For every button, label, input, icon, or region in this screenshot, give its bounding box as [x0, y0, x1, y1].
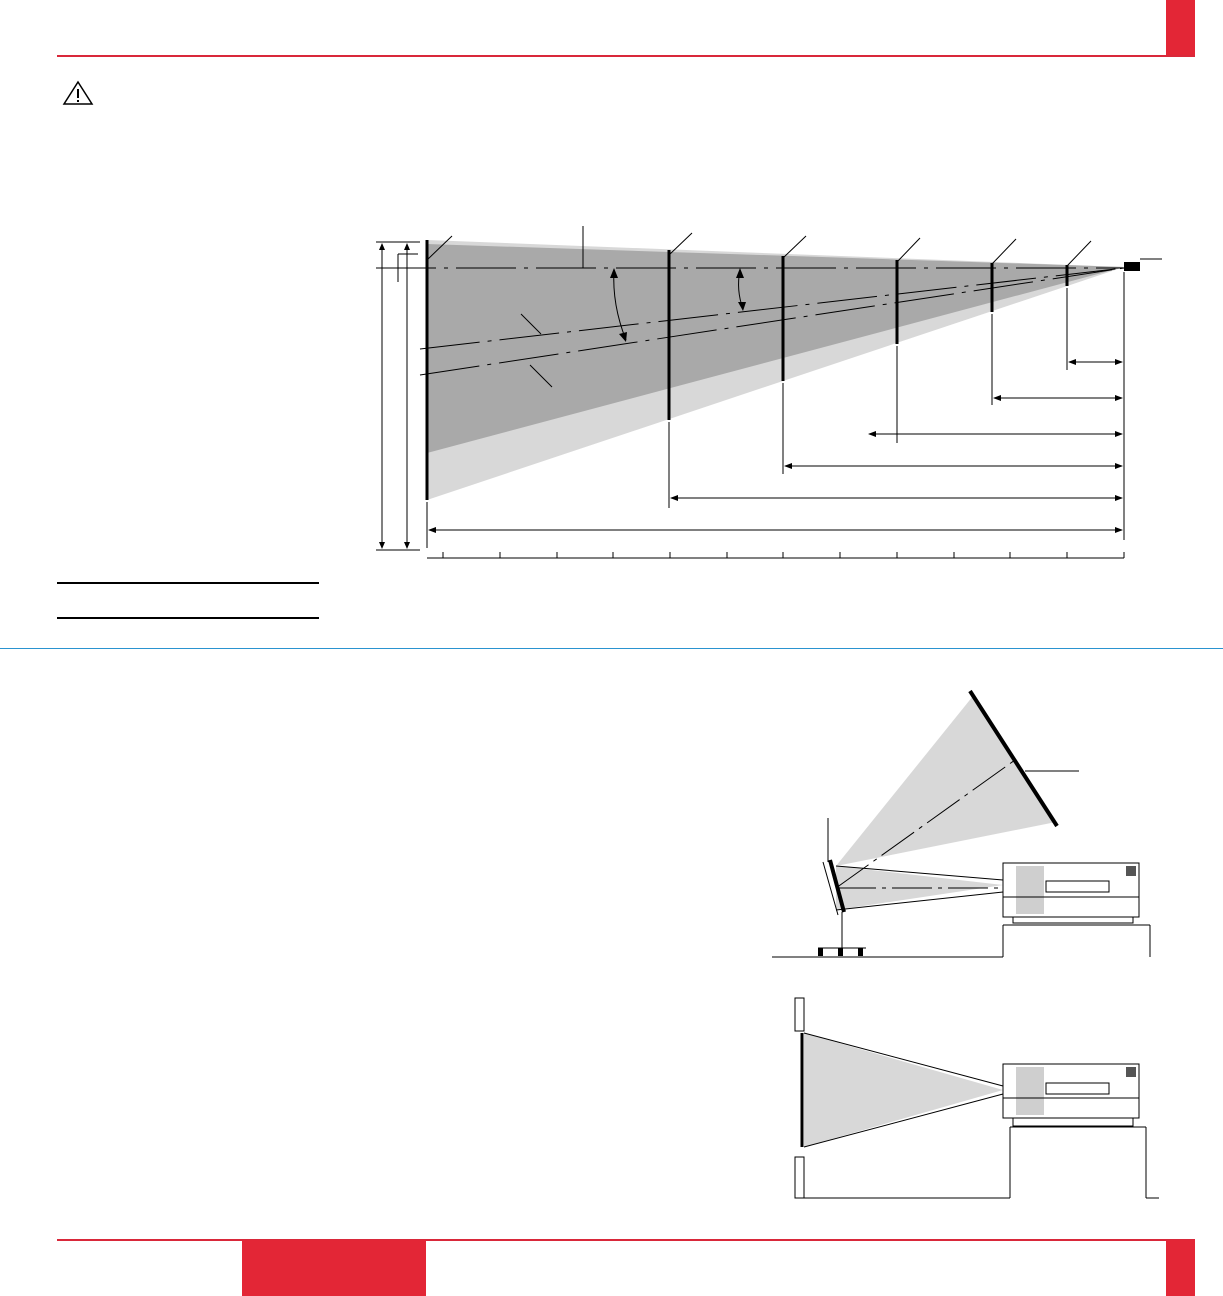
- footer-rule: [57, 1239, 1195, 1241]
- footer-section-tab: [242, 1240, 426, 1296]
- footer-page-tab: [1166, 1240, 1195, 1296]
- projector-icon: [1003, 1064, 1139, 1126]
